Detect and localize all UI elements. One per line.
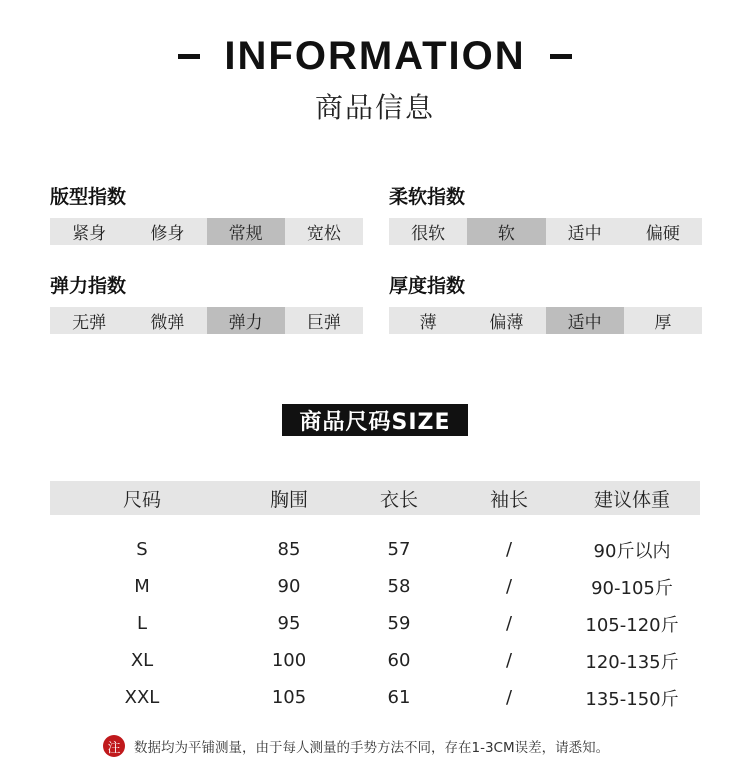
size-table: [50, 481, 700, 710]
index-title: 版型指数: [50, 186, 127, 208]
note-text: 数据均为平铺测量，由于每人测量的手势方法不同，存在1-3CM误差，请悉知。: [134, 740, 610, 756]
index-option: 偏薄: [489, 313, 524, 333]
index-option: 无弹: [72, 313, 107, 333]
index-thickness: [389, 273, 702, 334]
table-cell: 105: [271, 687, 307, 708]
index-option: 适中: [567, 224, 602, 244]
table-cell: S: [136, 539, 148, 560]
table-header: [50, 481, 700, 515]
table-cell: 105-120斤: [585, 614, 679, 636]
title-dash-left: [178, 54, 200, 59]
table-row: [50, 642, 700, 679]
index-option: 软: [467, 218, 545, 245]
index-option: 修身: [150, 224, 185, 244]
table-cell: L: [136, 613, 148, 634]
index-title: 厚度指数: [389, 275, 466, 297]
table-cell: /: [505, 613, 513, 634]
title-english: INFORMATION: [224, 33, 526, 78]
index-option: 弹力: [207, 307, 285, 334]
table-cell: XXL: [124, 687, 160, 708]
index-elasticity: [50, 273, 363, 334]
index-option: 常规: [207, 218, 285, 245]
index-option: 厚: [654, 313, 672, 333]
table-cell: 90: [277, 576, 301, 597]
index-scale: [389, 307, 702, 334]
column-header: 衣长: [379, 488, 418, 511]
table-cell: /: [505, 687, 513, 708]
index-option: 很软: [411, 224, 446, 244]
column-header: 胸围: [269, 488, 308, 511]
title-dash-right: [550, 54, 572, 59]
index-option: 偏硬: [645, 224, 680, 244]
index-fit: [50, 184, 363, 245]
note-badge: 注: [103, 735, 125, 757]
table-cell: 90斤以内: [593, 540, 671, 562]
table-row: [50, 531, 700, 568]
table-cell: 85: [277, 539, 301, 560]
table-cell: 135-150斤: [585, 688, 679, 710]
column-header: 尺码: [122, 488, 161, 511]
size-section-title: 商品尺码SIZE: [282, 404, 468, 436]
table-cell: 100: [271, 650, 307, 671]
table-cell: 60: [387, 650, 411, 671]
index-softness: [389, 184, 702, 245]
table-row: [50, 605, 700, 642]
index-option: 紧身: [72, 224, 107, 244]
table-cell: 95: [277, 613, 301, 634]
table-cell: 57: [387, 539, 411, 560]
table-body: [50, 531, 700, 716]
index-title: 柔软指数: [389, 186, 466, 208]
table-cell: 61: [387, 687, 411, 708]
index-option: 巨弹: [306, 313, 341, 333]
table-cell: 59: [387, 613, 411, 634]
index-option: 宽松: [306, 224, 341, 244]
column-header: 建议体重: [593, 488, 670, 511]
index-option: 微弹: [150, 313, 185, 333]
table-row: [50, 568, 700, 605]
index-scale: [389, 218, 702, 245]
table-cell: 120-135斤: [585, 651, 679, 673]
index-option: 薄: [419, 313, 437, 333]
table-cell: M: [134, 576, 150, 597]
title-chinese: 商品信息: [314, 91, 435, 124]
table-cell: XL: [130, 650, 154, 671]
index-scale: [50, 307, 363, 334]
page-title: [0, 28, 750, 84]
index-scale: [50, 218, 363, 245]
measurement-note: [103, 734, 609, 758]
table-cell: 58: [387, 576, 411, 597]
index-option: 适中: [546, 307, 624, 334]
table-cell: /: [505, 576, 513, 597]
table-cell: 90-105斤: [591, 577, 673, 599]
index-title: 弹力指数: [50, 275, 127, 297]
table-row: [50, 679, 700, 716]
table-cell: /: [505, 650, 513, 671]
table-cell: /: [505, 539, 513, 560]
column-header: 袖长: [489, 488, 528, 511]
